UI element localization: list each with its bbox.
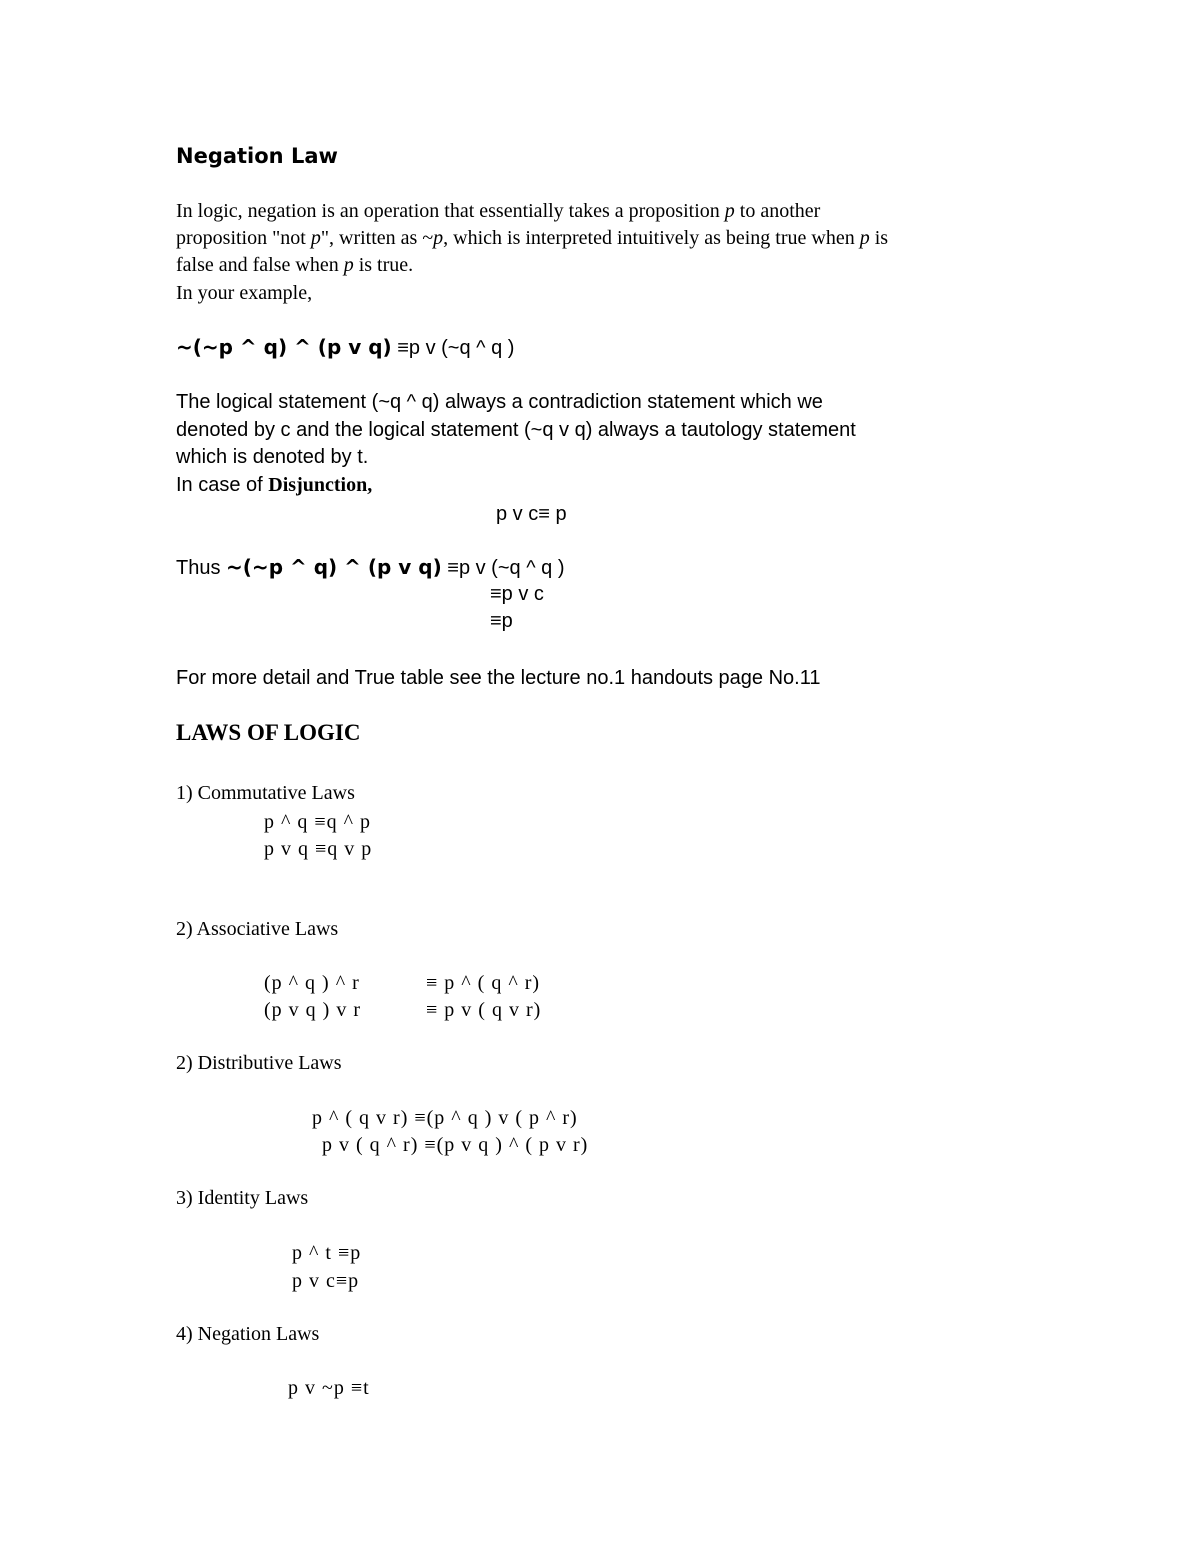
law-title-associative: 2) Associative Laws [176,918,339,940]
law-eq-commutative-or: p v q ≡q v p [264,838,373,860]
law-eq-commutative-and: p ^ q ≡q ^ p [264,811,372,833]
section-heading-negation-law: Negation Law [176,144,338,168]
law-eq-associative-or-left: (p v q ) v r [264,999,361,1021]
law-eq-identity-or: p v c≡p [292,1270,360,1292]
section-heading-laws-of-logic: LAWS OF LOGIC [176,720,361,745]
law-eq-associative-and-right: ≡ p ^ ( q ^ r) [426,972,541,994]
thus-line-3: ≡p [490,610,513,632]
law-title-negation: 4) Negation Laws [176,1323,320,1345]
law-eq-distributive-and: p ^ ( q v r) ≡(p ^ q ) v ( p ^ r) [312,1107,578,1129]
explanation-line-4: In case of Disjunction, [176,474,373,496]
law-eq-distributive-or: p v ( q ^ r) ≡(p v q ) ^ ( p v r) [322,1134,589,1156]
law-title-distributive: 2) Distributive Laws [176,1052,342,1074]
intro-line-4: In your example, [176,282,313,304]
explanation-line-2: denoted by c and the logical statement (~q v q) always a tautology statement [176,419,856,441]
main-formula: ~(~p ^ q) ^ (p v q) ≡p v (~q ^ q ) [176,335,515,359]
explanation-line-3: which is denoted by t. [176,446,369,468]
thus-line-2: ≡p v c [490,583,544,605]
intro-line-1: In logic, negation is an operation that essentially takes a proposition p to another [176,200,821,222]
intro-line-2: proposition "not p", written as ~p, which is interpreted intuitively as being true when p is [176,227,889,249]
law-eq-associative-and-left: (p ^ q ) ^ r [264,972,360,994]
intro-line-3: false and false when p is true. [176,254,414,276]
law-eq-associative-or-right: ≡ p v ( q v r) [426,999,542,1021]
law-title-identity: 3) Identity Laws [176,1187,309,1209]
law-eq-negation-or: p v ~p ≡t [288,1377,370,1399]
thus-line-1: Thus ~(~p ^ q) ^ (p v q) ≡p v (~q ^ q ) [176,555,565,579]
more-detail-note: For more detail and True table see the lecture no.1 handouts page No.11 [176,667,821,689]
disjunction-equation: p v c≡ p [496,503,567,525]
law-title-commutative: 1) Commutative Laws [176,782,355,804]
law-eq-identity-and: p ^ t ≡p [292,1242,362,1264]
explanation-line-1: The logical statement (~q ^ q) always a contradiction statement which we [176,391,823,413]
